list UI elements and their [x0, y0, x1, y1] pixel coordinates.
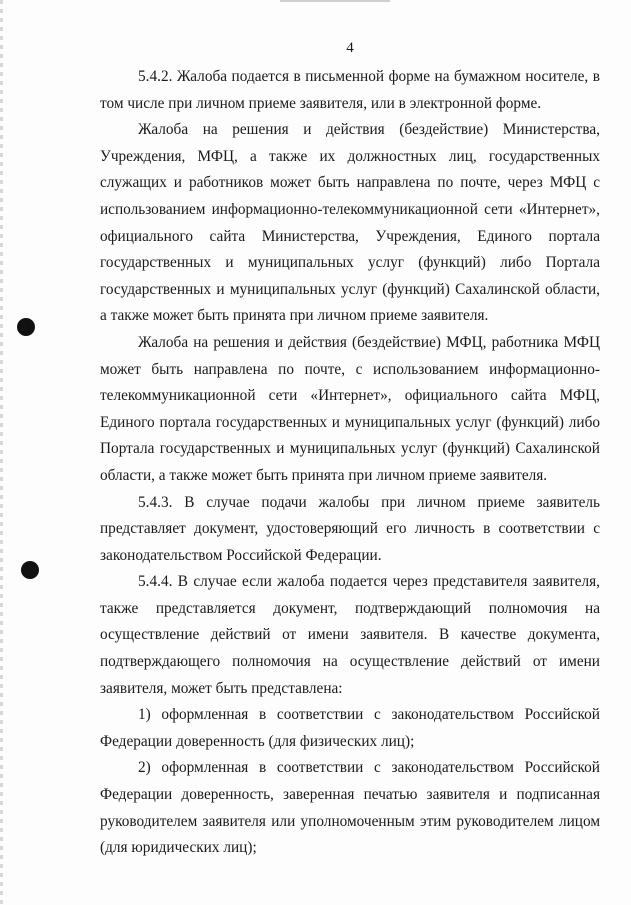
punch-hole: [21, 561, 39, 579]
paragraph-5-4-2: 5.4.2. Жалоба подается в письменной форме на бумажном носителе, в том числе при личном приеме заявителя, или в электронной форме.: [100, 68, 600, 112]
paragraph-5-4-3: 5.4.3. В случае подачи жалобы при личном приеме заявитель представляет документ, удостоверяющий его личность в соответствии с законодательством Российской Федерации.: [100, 493, 600, 564]
list-item-2: 2) оформленная в соответствии с законодательством Российской Федерации доверенность, заверенная печатью заявителя и подписанная руководителем заявителя или уполномоченным этим руководителем лицом (для юридических лиц);: [100, 759, 600, 857]
paragraph-complaint-ministry: Жалоба на решения и действия (бездействие) Министерства, Учреждения, МФЦ, а также их должностных лиц, государственных служащих и работников может быть направлена по почте, через МФЦ с использованием информационно-телекоммуникационной сети «Интернет», официального сайта Министерства, Учреждения, Единого портала государственных и муниципальных услуг (функций) либо Портала государственных и муниципальных услуг (функций) Сахалинской области, а также может быть принята при личном приеме заявителя.: [100, 121, 600, 325]
document-body: [100, 64, 600, 862]
punch-hole: [17, 318, 35, 336]
paragraph-5-4-4: 5.4.4. В случае если жалоба подается через представителя заявителя, также представляется документ, подтверждающий полномочия на осуществление действий от имени заявителя. В качестве документа, подтверждающего полномочия на осуществление действий от имени заявителя, может быть представлена:: [100, 573, 600, 697]
paragraph-complaint-mfc: Жалоба на решения и действия (бездействие) МФЦ, работника МФЦ может быть направлена по почте, с использованием информационно-телекоммуникационной сети «Интернет», официального сайта МФЦ, Единого портала государственных и муниципальных услуг (функций) либо Портала государственных и муниципальных услуг (функций) Сахалинской области, а также может быть принята при личном приеме заявителя.: [100, 333, 600, 484]
scan-edge-mark: [280, 0, 390, 2]
page-number: 4: [346, 40, 354, 56]
scan-left-edge: [0, 0, 3, 905]
list-item-1: 1) оформленная в соответствии с законодательством Российской Федерации доверенность (для физических лиц);: [100, 706, 600, 750]
